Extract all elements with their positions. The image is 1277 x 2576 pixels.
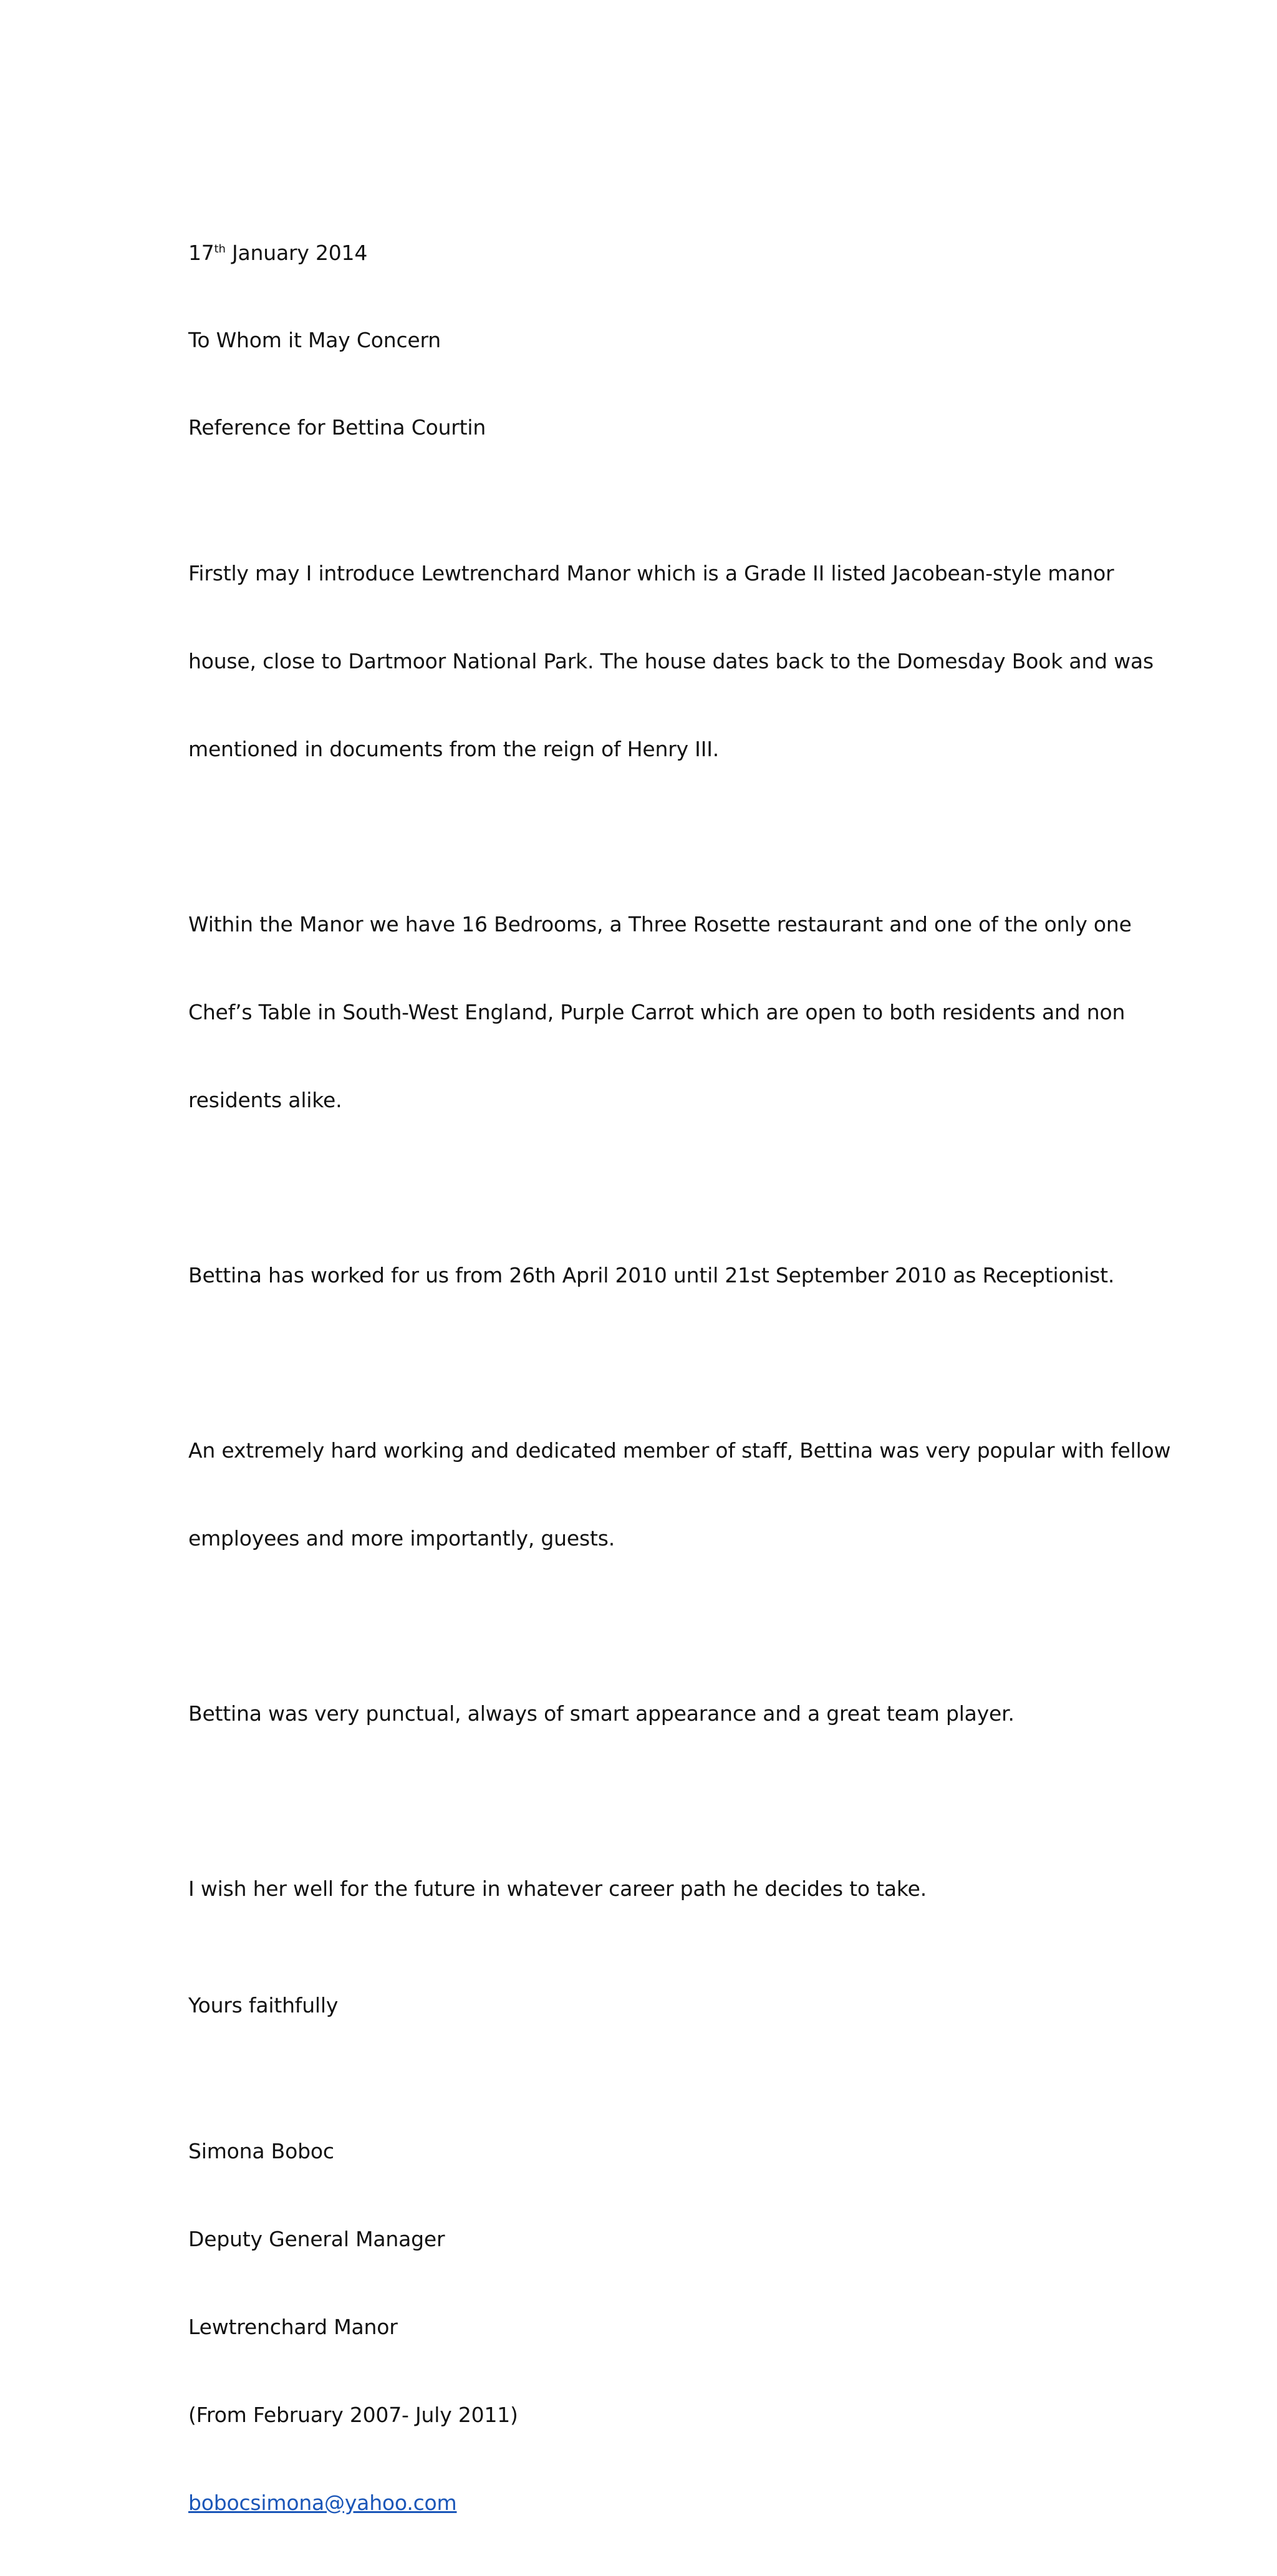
date-day: 17 [188,241,214,265]
paragraph-line: house, close to Dartmoor National Park. The house dates back to the Domesday Book and was [188,649,1154,673]
paragraph-manor-facilities [188,851,1149,1173]
closing: Yours faithfully [188,1993,339,2017]
letter-date [188,238,1149,267]
signature-block [188,2078,1149,2576]
paragraph-work-ethic [188,1377,1171,1612]
paragraph-line: An extremely hard working and dedicated member of staff, Bettina was very popular with fellow [188,1438,1171,1463]
date-day-suffix: th [214,243,226,256]
signatory-email-link[interactable]: bobocsimona@yahoo.com [188,2491,457,2515]
signatory-tenure: (From February 2007- July 2011) [188,2403,518,2427]
paragraph-employment-dates [188,1202,1149,1348]
paragraph-line: Firstly may I introduce Lewtrenchard Manor which is a Grade II listed Jacobean-style manor [188,561,1114,585]
date-month-year: January 2014 [225,241,368,265]
paragraph-line: Chef’s Table in South-West England, Purple Carrot which are open to both residents and non [188,1000,1125,1024]
letter-subject: Reference for Bettina Courtin [188,415,486,440]
paragraph-line: residents alike. [188,1088,342,1112]
paragraph-line: I wish her well for the future in whatever career path he decides to take. [188,1877,927,1901]
paragraph-introduction [188,500,1154,822]
signatory-title: Deputy General Manager [188,2227,445,2251]
paragraph-line: employees and more importantly, guests. [188,1526,615,1550]
paragraph-line: Bettina was very punctual, always of smart appearance and a great team player. [188,1701,1014,1726]
reference-letter [188,238,1171,2576]
paragraph-qualities [188,1640,1149,1787]
signatory-name: Simona Boboc [188,2139,334,2163]
paragraph-line: Within the Manor we have 16 Bedrooms, a Three Rosette restaurant and one of the only one [188,912,1132,936]
paragraph-line: Bettina has worked for us from 26th April 2010 until 21st September 2010 as Receptionist. [188,1263,1115,1287]
signatory-organization: Lewtrenchard Manor [188,2315,398,2339]
paragraph-well-wishes [188,1815,1149,1962]
salutation: To Whom it May Concern [188,328,441,352]
paragraph-line: mentioned in documents from the reign of Henry III. [188,737,720,761]
